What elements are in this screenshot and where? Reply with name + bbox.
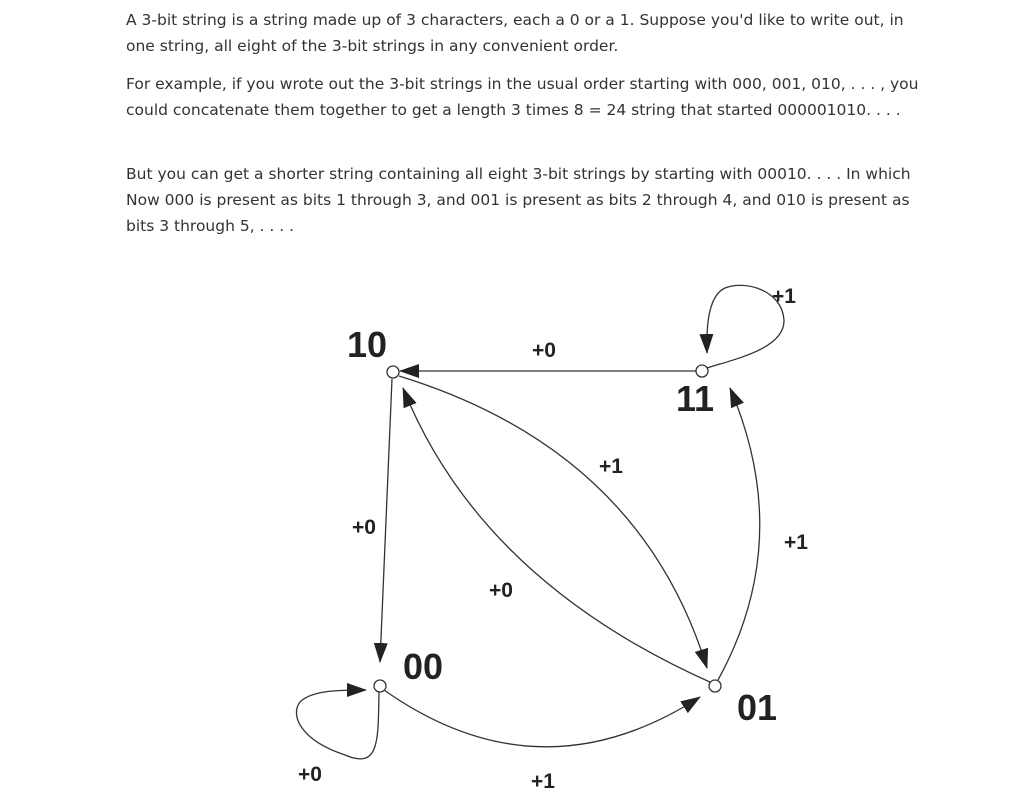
node-10 — [387, 366, 399, 378]
node-label-00: 00 — [403, 646, 444, 687]
node-label-10: 10 — [347, 324, 388, 365]
edge-label-11-to-10: +0 — [532, 339, 556, 362]
edge-label-00-to-00: +0 — [298, 763, 322, 786]
edge-01-to-11 — [718, 388, 760, 680]
shorter-string-paragraph: But you can get a shorter string containing all eight 3-bit strings by starting with 00010. . . . In which Now 000 is present as bits 1 through 3, and 001 is present as bits 2 through 4, and 010 is present as bits 3 through 5, . . . . — [126, 165, 911, 235]
edge-10-to-01 — [399, 376, 707, 668]
edge-01-to-10 — [403, 388, 712, 683]
edge-00-to-00 — [296, 690, 379, 759]
node-01 — [709, 680, 721, 692]
edge-label-10-to-01: +1 — [599, 455, 623, 478]
edge-label-01-to-10: +0 — [489, 579, 513, 602]
edge-label-01-to-11: +1 — [784, 531, 808, 554]
edge-label-10-to-00: +0 — [352, 516, 376, 539]
node-11 — [696, 365, 708, 377]
edge-label-00-to-01: +1 — [531, 770, 555, 793]
node-00 — [374, 680, 386, 692]
edge-label-11-to-11: +1 — [772, 285, 796, 308]
intro-paragraph: A 3-bit string is a string made up of 3 characters, each a 0 or a 1. Suppose you'd like to write out, in one string, all eight of the 3-bit strings in any convenient order. — [126, 11, 904, 55]
nodes — [374, 365, 721, 692]
edge-00-to-01 — [384, 690, 700, 747]
node-label-01: 01 — [737, 687, 778, 728]
edge-10-to-00 — [380, 379, 392, 662]
node-label-11: 11 — [676, 378, 715, 419]
example-paragraph: For example, if you wrote out the 3-bit strings in the usual order starting with 000, 001, 010, . . . , you could concatenate them together to get a length 3 times 8 = 24 string that started 000001010. . . . — [126, 75, 919, 119]
